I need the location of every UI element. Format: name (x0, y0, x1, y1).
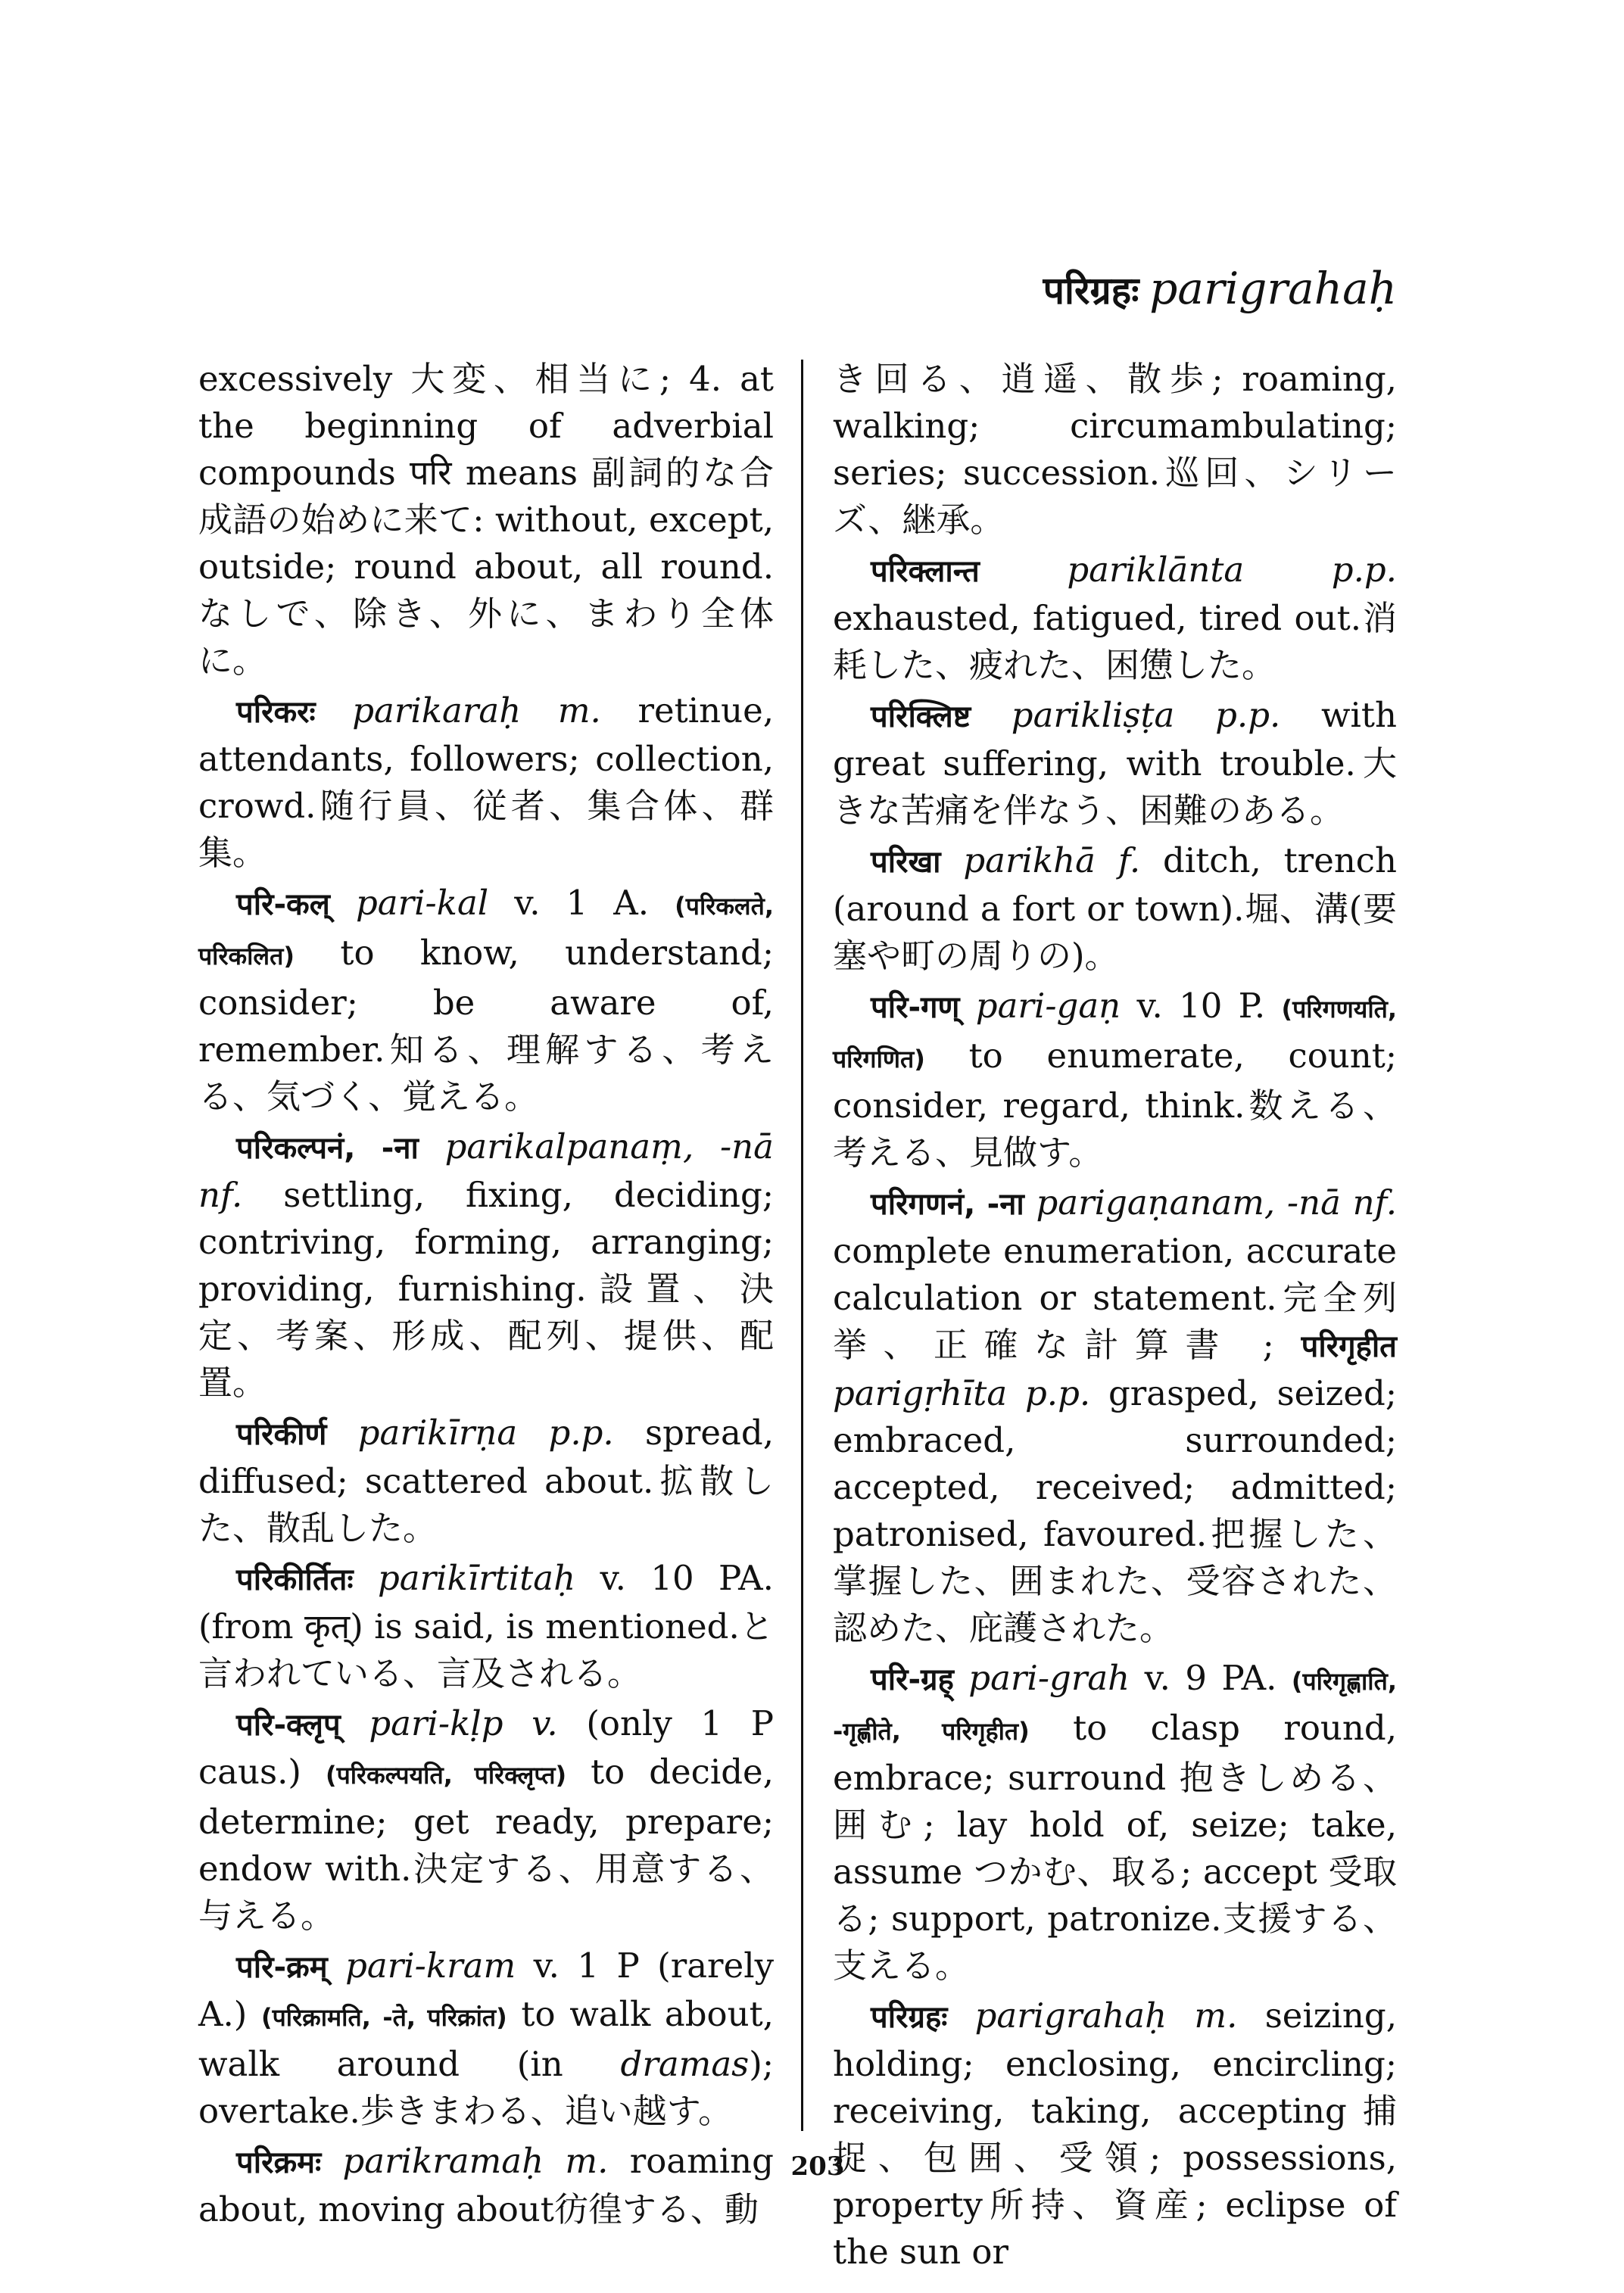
grammar: v. 1 A. (514, 883, 650, 923)
transliteration: pariklānta (1067, 550, 1245, 590)
headword: परिगणनं, -ना (871, 1187, 1024, 1222)
definition-part: ); overtake.歩きまわる、追い越す。 (198, 2044, 774, 2131)
headword: परिकरः (236, 695, 316, 730)
transliteration: pari-grah (968, 1658, 1130, 1698)
headword: परिगृहीत (1301, 1329, 1397, 1364)
definition: to decide, determine; get ready, prepare; endow with.決定する、用意する、与える。 (198, 1752, 774, 1936)
running-head-devanagari: परिग्रहः (1043, 269, 1139, 313)
dictionary-entry (833, 837, 1397, 980)
dictionary-entry (198, 2138, 774, 2233)
transliteration: pari-gaṇ (975, 986, 1121, 1026)
grammar: v. 10 P. (1136, 986, 1266, 1026)
headword: परि-ग्रह् (871, 1662, 954, 1697)
definition: with great suffering, with trouble.大きな苦痛を伴なう、困難のある。 (833, 695, 1397, 830)
usage-note: (only 1 P caus.) (198, 1703, 774, 1792)
left-column (198, 356, 774, 2236)
grammar: nf. (198, 1175, 243, 1215)
forms: (परिकलते, परिकलित) (198, 892, 775, 970)
dictionary-entry (833, 1992, 1397, 2276)
grammar: v. 9 PA. (1144, 1658, 1277, 1698)
definition: grasped, seized; embraced, surrounded; accepted, received; admitted; patronised, favoured.把握した、掌握した、囲まれた、受容された、認めた、庇護された。 (833, 1373, 1397, 1648)
right-column (833, 356, 1397, 2279)
definition-part: to walk about, walk around (in (198, 1994, 774, 2084)
transliteration: parigṛhīta (833, 1373, 1008, 1413)
headword: परिग्रहः (871, 2000, 948, 2035)
grammar: p.p. (1331, 550, 1397, 590)
transliteration: parikīrtitaḥ (378, 1558, 576, 1598)
headword: परिक्रमः (236, 2145, 322, 2180)
headword: परि-गण् (871, 990, 960, 1025)
definition: seizing, holding; enclosing, encircling; receiving, taking, accepting捕捉、包囲、受領; possessions, property所持、資産; eclipse of the sun or (833, 1995, 1397, 2272)
dictionary-entry (198, 1700, 774, 1939)
headword: परिक्लान्त (871, 554, 980, 589)
forms: (परिगणयति, परिगणित) (833, 995, 1398, 1073)
continued-text: き回る、逍遥、散歩; roaming, walking; circumambulating; series; succession.巡回、シリーズ、継承。 (833, 359, 1397, 540)
definition: to clasp round, embrace; surround 抱きしめる、囲む; lay hold of, seize; take, assume つかむ、取る; accept 受取る; support, patronize.支援する、支える。 (833, 1708, 1397, 1986)
definition: complete enumeration, accurate calculation or statement.完全列挙、正確な計算書 ; (833, 1231, 1397, 1365)
page-number: 203 (790, 2151, 845, 2182)
definition: exhausted, fatigued, tired out.消耗した、疲れた、困憊した。 (833, 598, 1397, 685)
headword: परि-कल् (236, 887, 330, 922)
dictionary-entry (198, 1410, 774, 1552)
grammar: v. 10 PA. (600, 1558, 774, 1598)
definition: spread, diffused; scattered about.拡散した、散乱した。 (198, 1413, 774, 1548)
dictionary-entry (198, 1943, 774, 2135)
grammar: m. (565, 2141, 609, 2181)
headword: परिकीर्तितः (236, 1562, 354, 1597)
headword: परि-क्लृप् (236, 1708, 341, 1743)
dictionary-entry (833, 1655, 1397, 1989)
headword: परिक्लिष्ट (871, 699, 971, 734)
grammar: f. (1117, 840, 1141, 880)
transliteration: parigaṇanam, -nā (1036, 1182, 1341, 1223)
definition: retinue, attendants, followers; collection, crowd.随行員、従者、集合体、群集。 (198, 690, 775, 873)
transliteration: parikramaḥ (342, 2141, 544, 2181)
definition: settling, fixing, deciding; contriving, forming, arranging; providing, furnishing.設置、決定、考案、形成、配列、提供、配置。 (198, 1175, 775, 1403)
dictionary-entry (833, 692, 1397, 834)
definition: (from कृत्) is said, is mentioned.と言われている、言及される。 (198, 1606, 774, 1693)
grammar: p.p. (1024, 1373, 1091, 1413)
grammar: m. (1194, 1995, 1238, 2036)
definition: to know, understand; consider; be aware of, remember.知る、理解する、考える、気づく、覚える。 (198, 933, 774, 1117)
running-head-translit: parigrahaḥ (1149, 263, 1397, 314)
dictionary-entry (198, 1555, 774, 1697)
forms: (परिगृह्णाति, -गृह्णीते, परिगृहीत) (833, 1667, 1397, 1746)
definition: to enumerate, count; consider, regard, think.数える、考える、見做す。 (833, 1036, 1397, 1173)
transliteration: parikalpanaṃ, -nā (444, 1126, 774, 1167)
transliteration: parigrahaḥ (974, 1995, 1167, 2036)
grammar: m. (557, 690, 601, 731)
transliteration: parikhā (963, 840, 1096, 880)
dictionary-entry (198, 1123, 774, 1407)
transliteration: pari-kal (355, 883, 489, 923)
headword: परिकल्पनं, -ना (236, 1131, 419, 1166)
column-divider (801, 360, 803, 2131)
definition: ditch, trench (around a fort or town).堀、溝(要塞や町の周りの)。 (833, 840, 1397, 976)
grammar: p.p. (1215, 695, 1281, 735)
running-head (1043, 263, 1397, 314)
dictionary-entry (833, 983, 1397, 1176)
transliteration: parikīrṇa (357, 1413, 518, 1453)
dictionary-entry (198, 687, 774, 877)
transliteration: parikaraḥ (352, 690, 522, 731)
dictionary-entry (833, 1179, 1397, 1652)
definition: roaming about, moving about彷徨する、動 (198, 2141, 774, 2229)
forms: (परिक्रामति, -ते, परिक्रांत) (261, 2003, 507, 2032)
headword: परिकीर्ण (236, 1417, 327, 1452)
dictionary-entry (833, 547, 1397, 689)
dictionary-entry (198, 880, 774, 1120)
grammar: nf. (1352, 1182, 1397, 1223)
definition-italic: dramas (620, 2044, 750, 2084)
transliteration: pari-kram (345, 1946, 516, 1986)
transliteration: parikliṣṭa (1011, 695, 1175, 735)
headword: परिखा (871, 845, 941, 880)
grammar: v. 1 P (rarely A.) (198, 1946, 775, 2034)
continued-text: excessively 大変、相当に; 4. at the beginning of adverbial compounds परि means 副詞的な合成語の始めに来て: without, except, outside; round about, all round.なしで、除き、外に、まわり全体に。 (198, 359, 774, 681)
transliteration: pari-kḷp (369, 1703, 503, 1743)
grammar: p.p. (548, 1413, 614, 1453)
headword: परि-क्रम् (236, 1950, 328, 1985)
grammar: v. (531, 1703, 558, 1743)
forms: (परिकल्पयति, परिक्लृप्त) (325, 1761, 567, 1790)
